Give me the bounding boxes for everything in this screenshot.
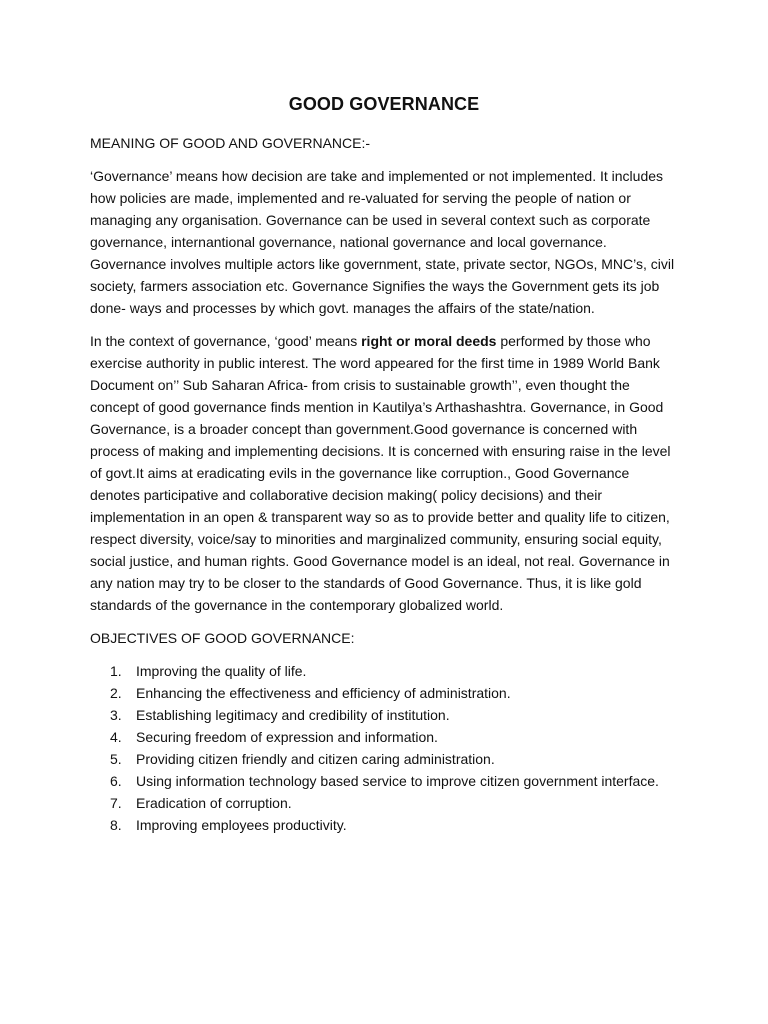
paragraph-governance-definition: ‘Governance’ means how decision are take and implemented or not implemented. It includes how policies are made, implemented and re-valuated for serving the people of nation or managing any organisation. Governance can be used in several context such as corporate governance, internantional governance, national governance and local governance. Governance involves multiple actors like government, state, private sector, NGOs, MNC’s, civil society, farmers association etc. Governance Signifies the ways the Government gets its job done- ways and processes by which govt. manages the affairs of the state/nation. bbox=[90, 168, 675, 316]
section-heading-objectives: OBJECTIVES OF GOOD GOVERNANCE: bbox=[90, 630, 355, 646]
list-item bbox=[90, 726, 678, 748]
section-heading-meaning: MEANING OF GOOD AND GOVERNANCE:- bbox=[90, 135, 371, 151]
objectives-list bbox=[90, 660, 678, 836]
list-item bbox=[90, 814, 678, 836]
list-item bbox=[90, 682, 678, 704]
list-item-number: 2. bbox=[110, 685, 122, 701]
list-item-number: 7. bbox=[110, 795, 122, 811]
list-item-text: Improving employees productivity. bbox=[136, 817, 347, 833]
list-item-number: 8. bbox=[110, 817, 122, 833]
list-item-text: Improving the quality of life. bbox=[136, 663, 307, 679]
list-item-text: Using information technology based service to improve citizen government interface. bbox=[136, 773, 659, 789]
list-item-text: Eradication of corruption. bbox=[136, 795, 292, 811]
list-item-text: Establishing legitimacy and credibility of institution. bbox=[136, 707, 450, 723]
list-item bbox=[90, 770, 678, 792]
list-item bbox=[90, 704, 678, 726]
document-title: GOOD GOVERNANCE bbox=[288, 94, 480, 114]
list-item-number: 3. bbox=[110, 707, 122, 723]
paragraph-good-governance-context bbox=[90, 330, 678, 616]
emphasis-right-moral-deeds: right or moral deeds bbox=[361, 333, 497, 349]
document-page bbox=[90, 92, 678, 836]
list-item bbox=[90, 660, 678, 682]
list-item-number: 5. bbox=[110, 751, 122, 767]
list-item-number: 6. bbox=[110, 773, 122, 789]
paragraph-text-rest: performed by those who exercise authority in public interest. The word appeared for the first time in 1989 World Bank Document on’’ Sub Saharan Africa- from crisis to sustainable growth’’, even thought the concept of good governance finds mention in Kautilya’s Arthashashtra. Governance, in Good Governance, is a broader concept than government.Good governance is concerned with process of making and implementing decisions. It is concerned with ensuring raise in the level of govt.It aims at eradicating evils in the governance like corruption., Good Governance denotes participative and collaborative decision making( policy decisions) and their implementation in an open & transparent way so as to provide better and quality life to citizen, respect diversity, voice/say to minorities and marginalized community, ensuring social equity, social justice, and human rights. Good Governance model is an ideal, not real. Governance in any nation may try to be closer to the standards of Good Governance. Thus, it is like gold standards of the governance in the contemporary globalized world. bbox=[90, 333, 671, 613]
list-item-text: Enhancing the effectiveness and efficiency of administration. bbox=[136, 685, 511, 701]
list-item-text: Securing freedom of expression and information. bbox=[136, 729, 438, 745]
list-item-number: 1. bbox=[110, 663, 122, 679]
list-item-text: Providing citizen friendly and citizen caring administration. bbox=[136, 751, 495, 767]
list-item-number: 4. bbox=[110, 729, 122, 745]
list-item bbox=[90, 792, 678, 814]
paragraph-text-start: In the context of governance, ‘good’ means bbox=[90, 333, 362, 349]
list-item bbox=[90, 748, 678, 770]
